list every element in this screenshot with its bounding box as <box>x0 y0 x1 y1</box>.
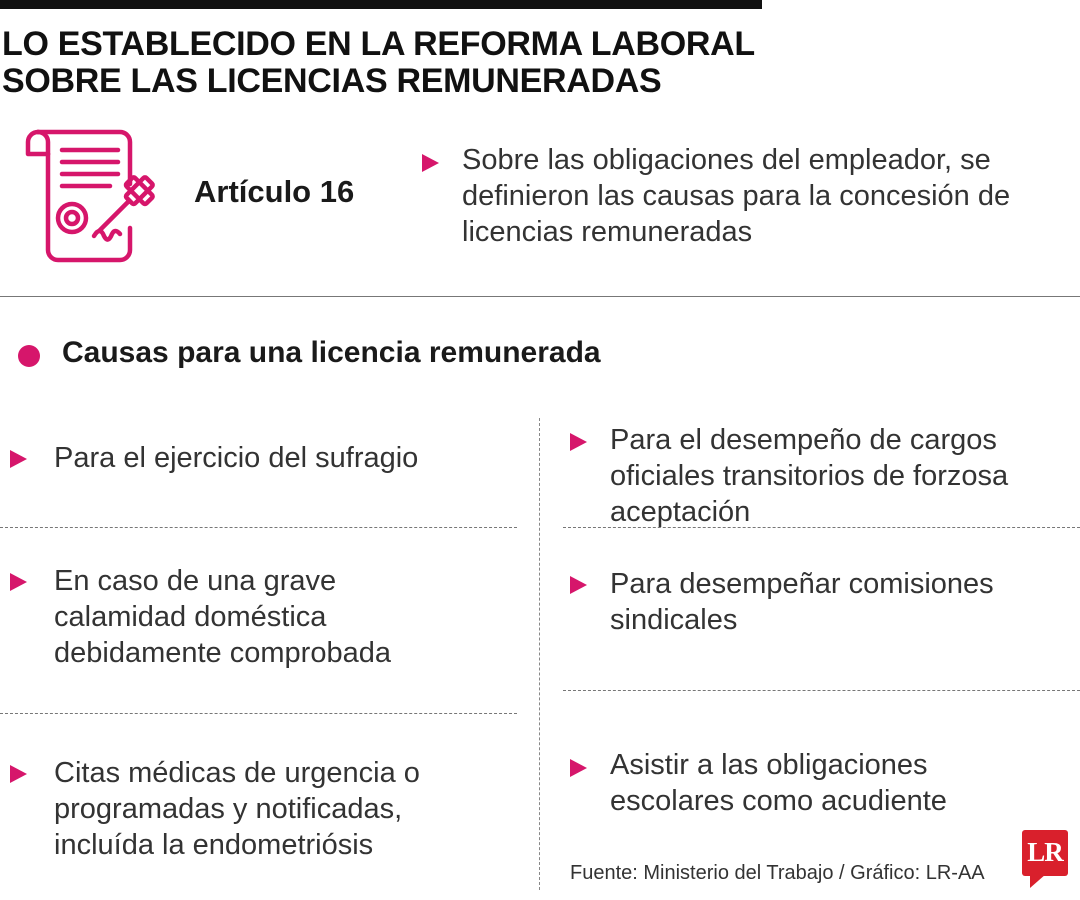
triangle-bullet-icon <box>10 573 27 591</box>
cause-line: programadas y notificadas, <box>54 793 403 825</box>
cause-line: calamidad doméstica <box>54 601 327 633</box>
cause-line: Para el ejercicio del sufragio <box>54 442 419 474</box>
cause-line: En caso de una grave <box>54 565 337 597</box>
article-description <box>462 142 1072 250</box>
cause-item-right-2 <box>610 566 994 638</box>
circle-bullet-icon <box>18 345 40 367</box>
article-text-line: Sobre las obligaciones del empleador, se <box>462 144 991 176</box>
source-credit: Fuente: Ministerio del Trabajo / Gráfico: LR-AA <box>570 862 985 884</box>
cause-line: Para el desempeño de cargos <box>610 424 997 456</box>
cause-item-left-1 <box>54 440 418 476</box>
row-separator <box>0 527 517 528</box>
triangle-bullet-icon <box>570 759 587 777</box>
title-line-2: SOBRE LAS LICENCIAS REMUNERADAS <box>2 62 662 100</box>
row-separator <box>563 690 1080 691</box>
page-title <box>2 26 902 100</box>
cause-line: sindicales <box>610 604 738 636</box>
column-separator <box>539 418 540 890</box>
section-divider <box>0 296 1080 297</box>
lr-logo-tail <box>1030 874 1046 888</box>
cause-item-left-2 <box>54 563 391 671</box>
article-text-line: licencias remuneradas <box>462 216 753 248</box>
triangle-bullet-icon <box>570 576 587 594</box>
section-title: Causas para una licencia remunerada <box>62 336 601 369</box>
cause-line: Para desempeñar comisiones <box>610 568 994 600</box>
article-text-line: definieron las causas para la concesión de <box>462 180 1011 212</box>
cause-line: oficiales transitorios de forzosa <box>610 460 1009 492</box>
cause-line: aceptación <box>610 496 751 528</box>
triangle-bullet-icon <box>570 433 587 451</box>
cause-line: Citas médicas de urgencia o <box>54 757 420 789</box>
row-separator <box>0 713 517 714</box>
top-bar <box>0 0 762 9</box>
cause-line: debidamente comprobada <box>54 637 391 669</box>
title-line-1: LO ESTABLECIDO EN LA REFORMA LABORAL <box>2 25 755 63</box>
article-label: Artículo 16 <box>194 174 355 209</box>
document-seal-gavel-icon <box>24 128 158 264</box>
cause-line: Asistir a las obligaciones <box>610 749 928 781</box>
lr-logo-text: LR <box>1027 837 1063 867</box>
cause-item-right-1 <box>610 422 1008 530</box>
cause-item-right-3 <box>610 747 947 819</box>
triangle-bullet-icon <box>422 154 439 172</box>
cause-item-left-3 <box>54 755 420 863</box>
cause-line: incluída la endometriósis <box>54 829 374 861</box>
lr-logo <box>1022 830 1068 888</box>
row-separator <box>563 527 1080 528</box>
triangle-bullet-icon <box>10 765 27 783</box>
triangle-bullet-icon <box>10 450 27 468</box>
cause-line: escolares como acudiente <box>610 785 947 817</box>
